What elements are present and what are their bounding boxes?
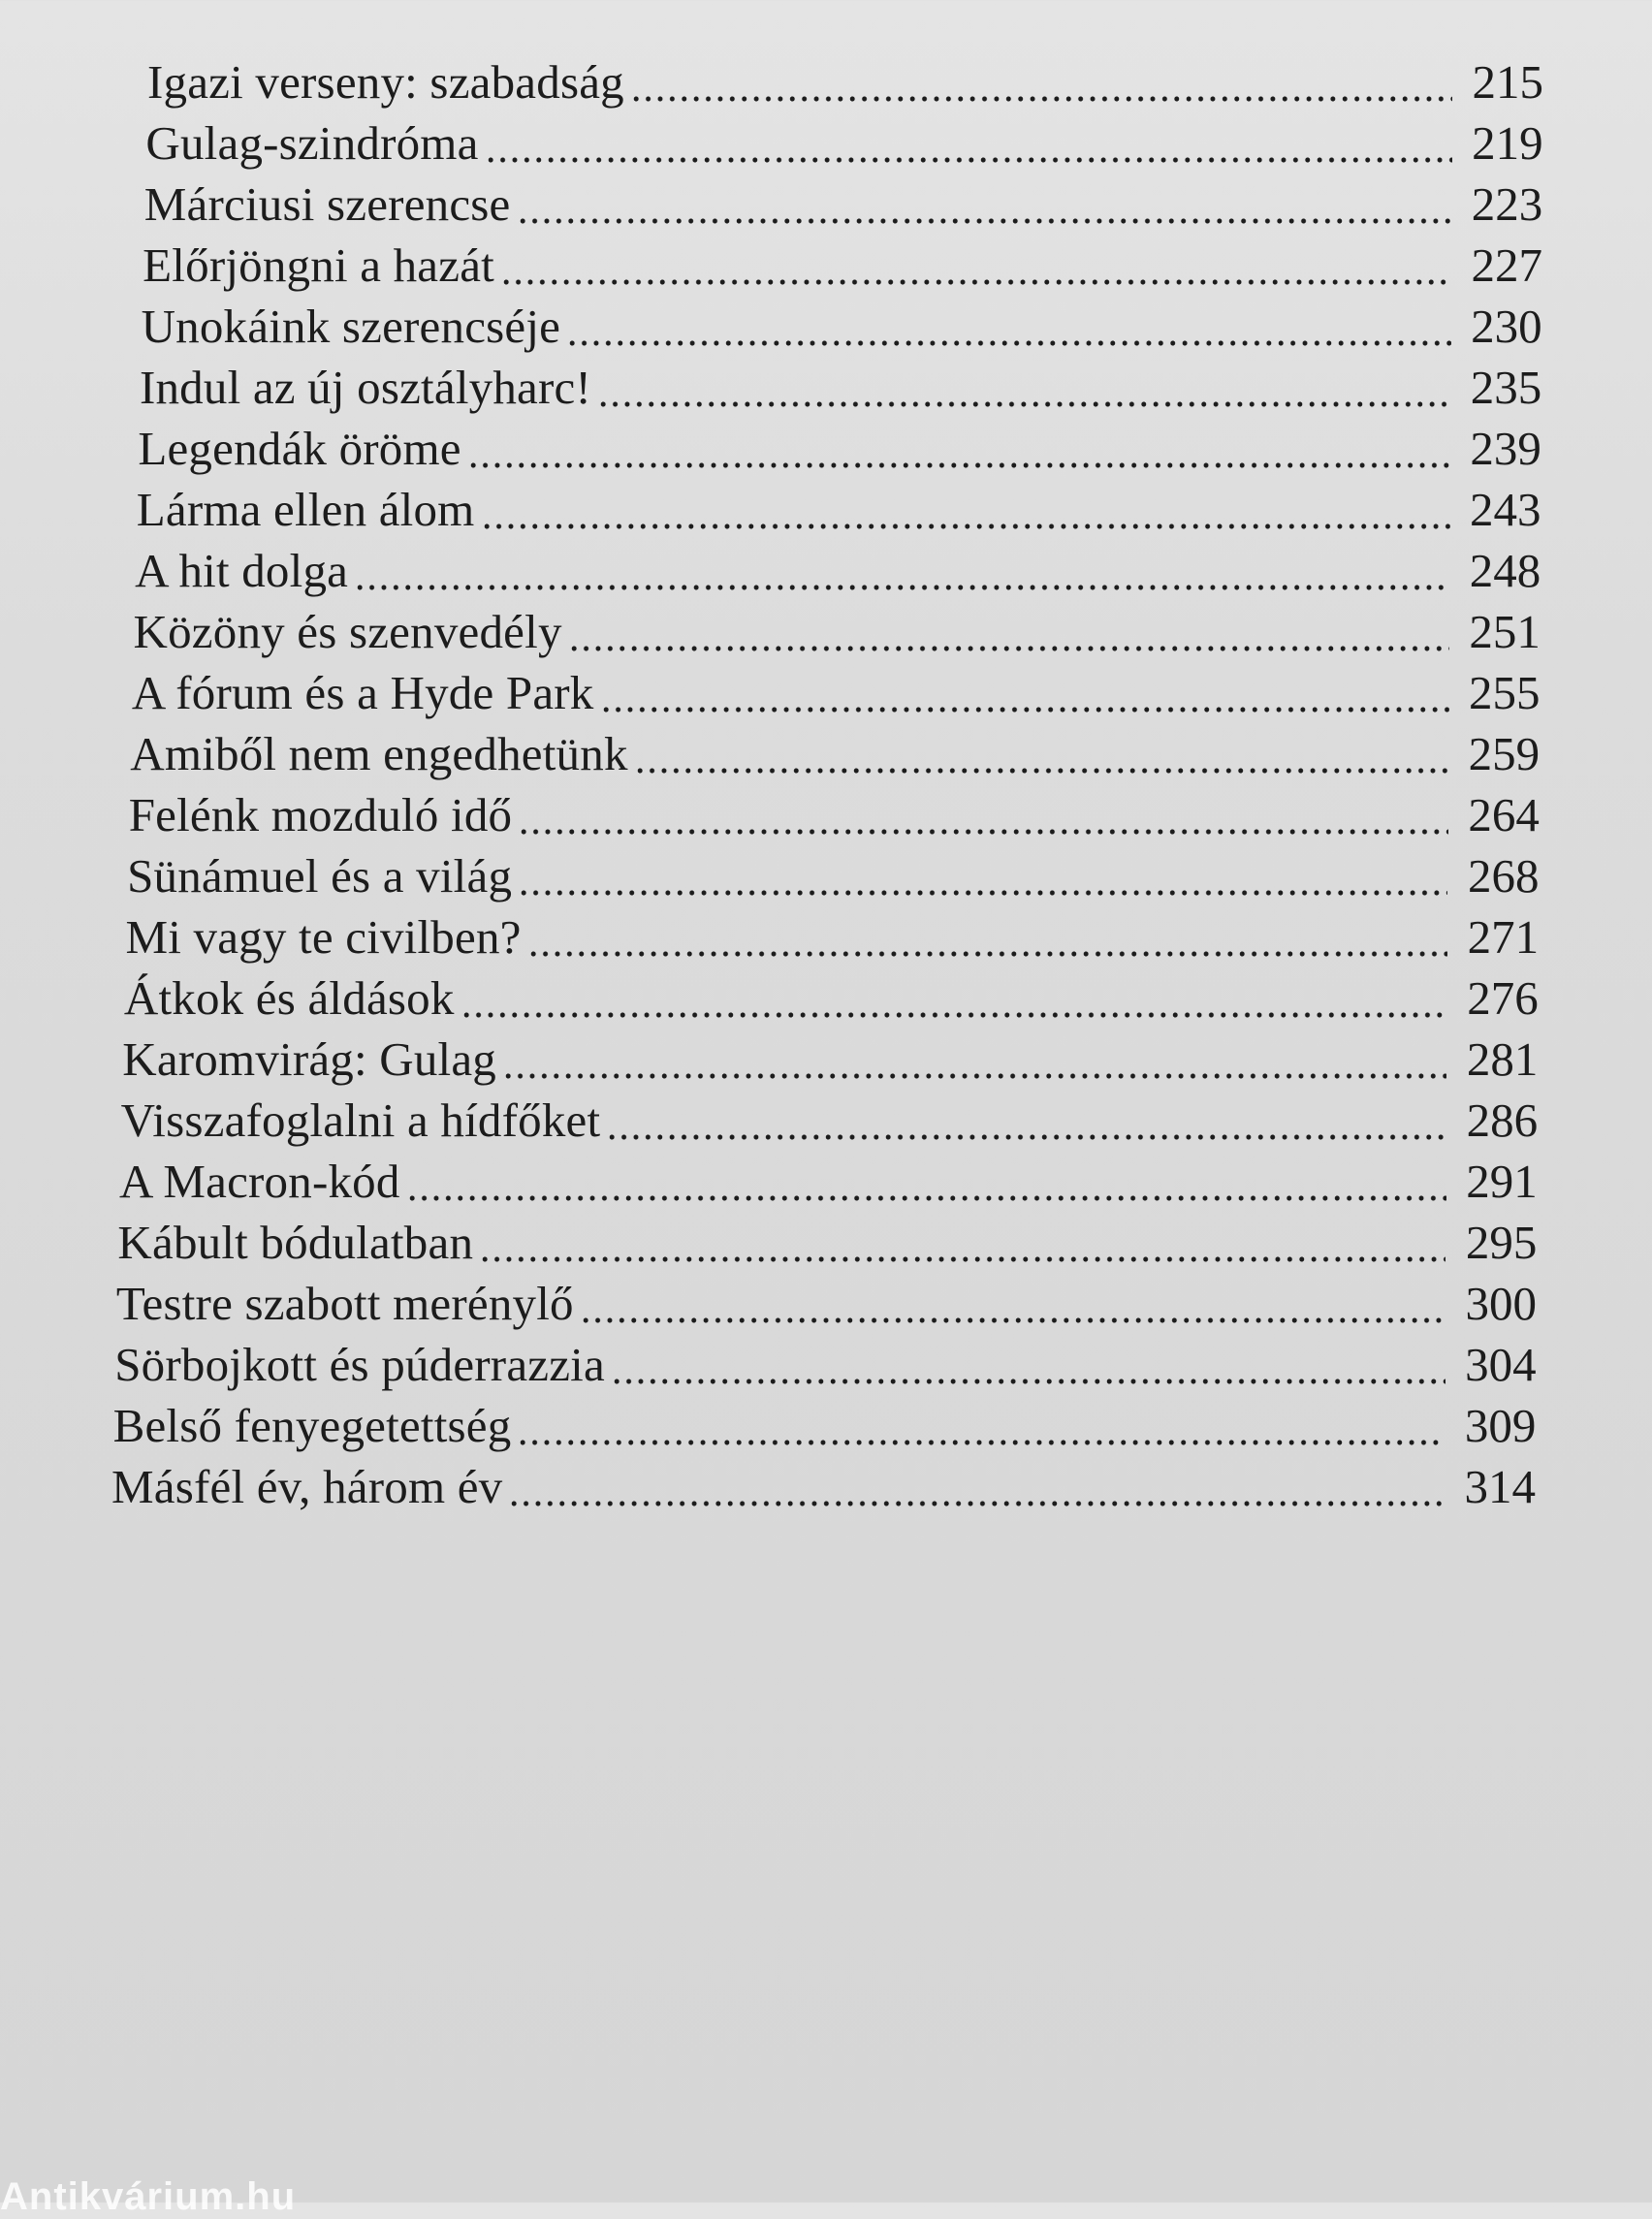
toc-entry-page-number: 276 <box>1467 971 1539 1025</box>
toc-entry-page-number: 239 <box>1470 422 1541 475</box>
toc-entry-page-number: 264 <box>1468 788 1540 841</box>
toc-entry-page-number: 227 <box>1471 238 1542 292</box>
toc-entry <box>130 720 1540 788</box>
toc-entry <box>116 1270 1537 1338</box>
toc-entry-title: Gulag-szindróma <box>145 116 479 170</box>
watermark-logo: Antikvárium.hu <box>0 2175 297 2218</box>
toc-entry-title: Unokáink szerencséje <box>141 300 561 353</box>
dot-leader <box>606 1133 1446 1141</box>
toc-entry-page-number: 243 <box>1470 483 1541 536</box>
toc-entry <box>129 781 1540 849</box>
dot-leader <box>479 1255 1446 1263</box>
toc-entry <box>135 537 1541 605</box>
toc-entry-page-number: 255 <box>1469 666 1541 719</box>
toc-entry <box>138 415 1541 483</box>
dot-leader <box>566 339 1450 347</box>
toc-entry-title: Lárma ellen álom <box>136 483 475 536</box>
dot-leader <box>485 156 1452 164</box>
toc-entry <box>137 476 1541 544</box>
dot-leader <box>354 584 1449 591</box>
toc-entry <box>147 48 1543 116</box>
toc-entry-title: Mi vagy te civilben? <box>125 910 522 964</box>
toc-entry-page-number: 309 <box>1464 1399 1537 1452</box>
toc-entry-title: Felénk mozduló idő <box>128 788 513 841</box>
toc-entry <box>132 659 1541 727</box>
toc-entry <box>122 1026 1538 1094</box>
toc-entry-title: Közöny és szenvedély <box>133 605 562 658</box>
dot-leader <box>500 278 1451 286</box>
toc-entry-page-number: 215 <box>1472 55 1543 109</box>
toc-entry-title: Másfél év, három év <box>111 1460 503 1513</box>
toc-entry-page-number: 235 <box>1470 361 1542 414</box>
toc-entry-page-number: 304 <box>1465 1338 1537 1391</box>
toc-entry <box>121 1087 1538 1155</box>
toc-entry-title: A hit dolga <box>135 544 349 597</box>
toc-entry <box>142 293 1542 361</box>
toc-entry <box>127 842 1539 910</box>
dot-leader <box>630 95 1452 103</box>
toc-entry-title: Karomvirág: Gulag <box>122 1032 497 1086</box>
toc-entry-title: Sünámuel és a világ <box>127 849 513 903</box>
toc-entry <box>144 171 1543 238</box>
toc-entry-title: Előrjöngni a hazát <box>143 238 494 292</box>
dot-leader <box>502 1072 1446 1080</box>
dot-leader <box>406 1194 1446 1202</box>
toc-entry-title: Visszafoglalni a hídfőket <box>120 1094 601 1147</box>
toc-entry-page-number: 248 <box>1469 544 1541 597</box>
toc-entry-page-number: 223 <box>1471 177 1543 231</box>
dot-leader <box>481 523 1450 530</box>
toc-entry-page-number: 271 <box>1467 910 1540 964</box>
toc-entry-title: Testre szabott merénylő <box>115 1277 574 1330</box>
dot-leader <box>597 400 1450 408</box>
dot-leader <box>580 1316 1446 1324</box>
toc-entry <box>140 354 1541 422</box>
toc-entry <box>145 110 1542 177</box>
toc-entry-page-number: 219 <box>1472 116 1543 170</box>
toc-entry <box>113 1392 1537 1460</box>
dot-leader <box>517 217 1452 225</box>
dot-leader <box>517 1439 1445 1446</box>
toc-entry <box>134 598 1541 666</box>
dot-leader <box>611 1378 1446 1385</box>
toc-entry-page-number: 251 <box>1469 605 1541 658</box>
toc-entry <box>119 1148 1538 1216</box>
toc-entry-title: Igazi verseny: szabadság <box>147 55 624 109</box>
dot-leader <box>568 645 1449 652</box>
dot-leader <box>527 950 1448 958</box>
toc-entry-title: Indul az új osztályharc! <box>139 361 591 414</box>
dot-leader <box>600 706 1449 713</box>
toc-entry-title: A Macron-kód <box>119 1155 400 1208</box>
dot-leader <box>467 461 1450 469</box>
toc-entry-page-number: 259 <box>1468 727 1541 780</box>
toc-entry-page-number: 295 <box>1465 1216 1538 1269</box>
dot-leader <box>461 1011 1447 1019</box>
toc-entry-page-number: 300 <box>1465 1277 1538 1330</box>
toc-entry-page-number: 268 <box>1467 849 1540 903</box>
toc-entry <box>143 232 1542 300</box>
toc-entry <box>111 1453 1536 1521</box>
toc-entry <box>125 903 1539 971</box>
toc-entry-title: Márciusi szerencse <box>143 177 511 231</box>
toc-entry-title: Átkok és áldások <box>123 971 455 1025</box>
dot-leader <box>508 1500 1445 1507</box>
toc-entry-title: Sörbojkott és púderrazzia <box>114 1338 605 1391</box>
toc-entry <box>124 965 1539 1032</box>
toc-entry-title: Legendák öröme <box>138 422 461 475</box>
dot-leader <box>518 889 1447 897</box>
dot-leader <box>634 767 1449 775</box>
toc-entry-page-number: 286 <box>1466 1094 1539 1147</box>
toc-entry-title: Kábult bódulatban <box>117 1216 474 1269</box>
toc-entry-title: A fórum és a Hyde Park <box>131 666 594 719</box>
toc-entry-page-number: 314 <box>1464 1460 1536 1513</box>
toc-entry-page-number: 281 <box>1466 1032 1539 1086</box>
toc-entry <box>114 1331 1536 1399</box>
dot-leader <box>518 828 1448 836</box>
toc-entry <box>117 1209 1537 1277</box>
toc-entry-title: Belső fenyegetettség <box>112 1399 512 1452</box>
toc-entry-page-number: 230 <box>1471 300 1542 353</box>
toc-entry-page-number: 291 <box>1466 1155 1538 1208</box>
toc-entry-title: Amiből nem engedhetünk <box>130 727 628 780</box>
